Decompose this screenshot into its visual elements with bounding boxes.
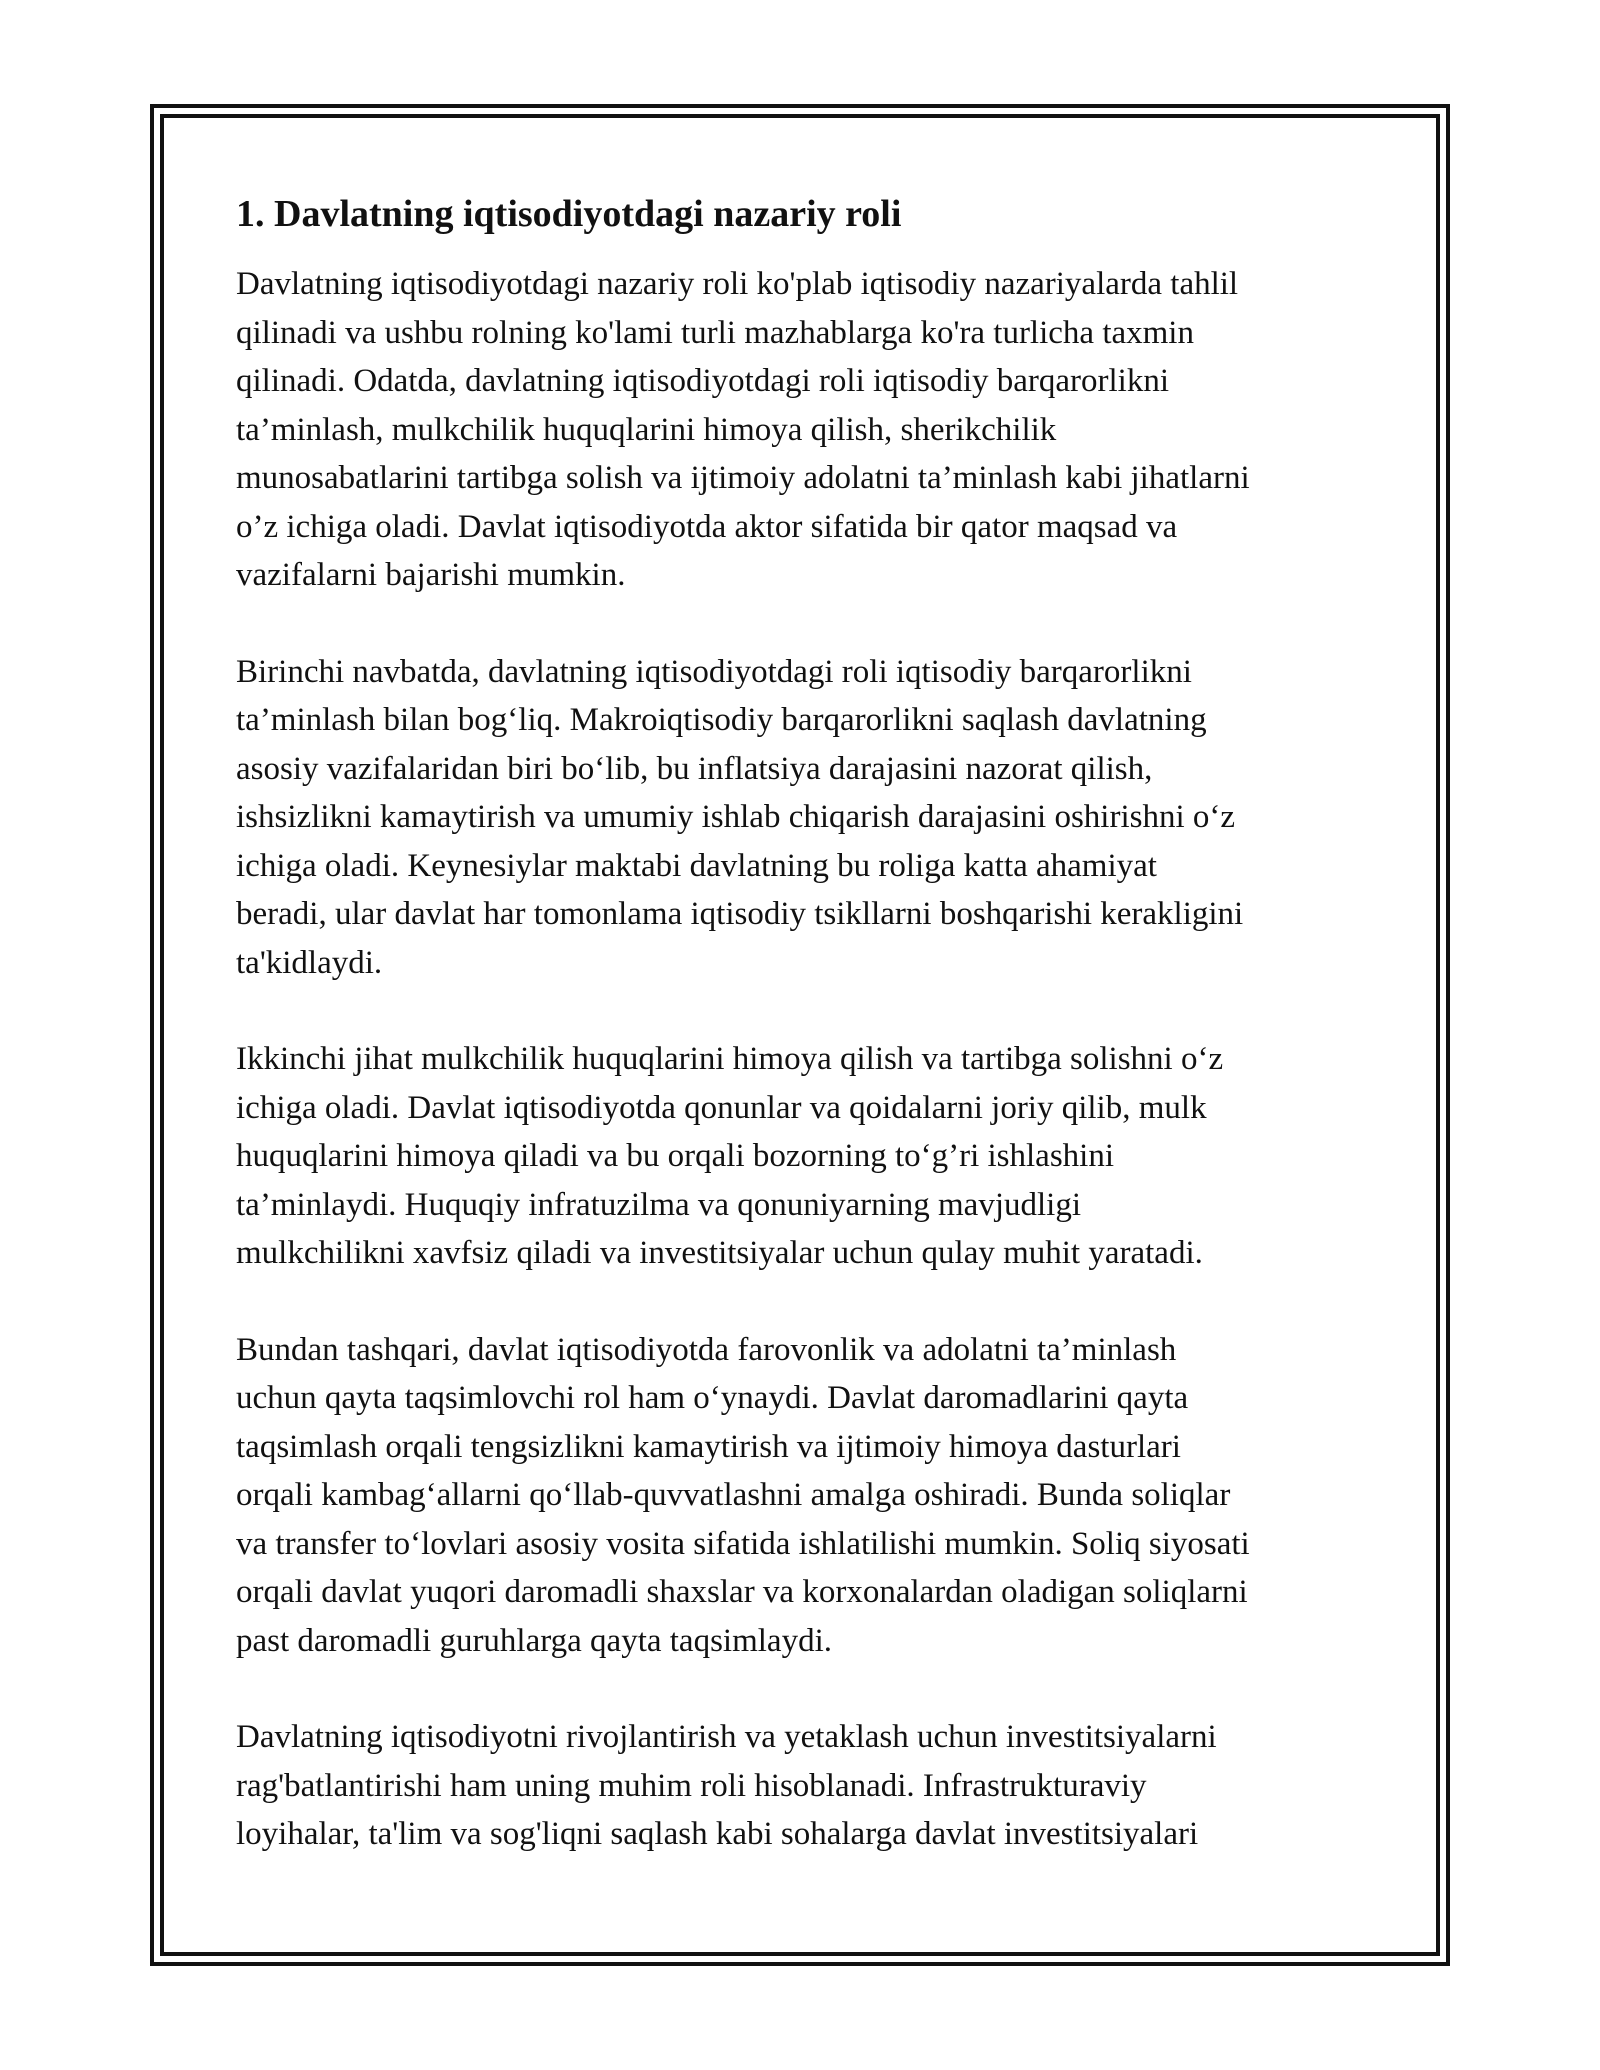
text-line: uchun qayta taqsimlovchi rol ham o‘ynaydi. Davlat daromadlarini qayta — [236, 1380, 1189, 1416]
text-line: Ikkinchi jihat mulkchilik huquqlarini himoya qilish va tartibga solishni o‘z — [236, 1041, 1224, 1077]
text-line: rag'batlantirishi ham uning muhim roli hisoblanadi. Infrastrukturaviy — [236, 1767, 1147, 1804]
text-line: munosabatlarini tartibga solish va ijtimoiy adolatni ta’minlash kabi jihatlarni — [236, 460, 1250, 496]
text-line: ta’minlaydi. Huquqiy infratuzilma va qonuniyarning mavjudligi — [236, 1186, 1081, 1223]
text-line: ta’minlash bilan bog‘liq. Makroiqtisodiy barqarorlikni saqlash davlatning — [236, 702, 1207, 738]
text-line: huquqlarini himoya qiladi va bu orqali bozorning to‘g’ri ishlashini — [236, 1138, 1115, 1174]
text-line: ishsizlikni kamaytirish va umumiy ishlab chiqarish darajasini oshirishni o‘z — [236, 799, 1236, 835]
section-heading: 1. Davlatning iqtisodiyotdagi nazariy roli — [236, 193, 902, 235]
paragraph-4 — [236, 1326, 1366, 1666]
text-line: ichiga oladi. Davlat iqtisodiyotda qonunlar va qoidalarni joriy qilib, mulk — [236, 1089, 1207, 1126]
text-line: Bundan tashqari, davlat iqtisodiyotda farovonlik va adolatni ta’minlash — [236, 1331, 1177, 1368]
text-line: asosiy vazifalaridan biri bo‘lib, bu inflatsiya darajasini nazorat qilish, — [236, 750, 1153, 787]
text-line: past daromadli guruhlarga qayta taqsimlaydi. — [236, 1622, 832, 1659]
text-line: taqsimlash orqali tengsizlikni kamaytirish va ijtimoiy himoya dasturlari — [236, 1428, 1181, 1465]
text-line: qilinadi va ushbu rolning ko'lami turli mazhablarga ko'ra turlicha taxmin — [236, 314, 1194, 351]
text-line: Birinchi navbatda, davlatning iqtisodiyotdagi roli iqtisodiy barqarorlikni — [236, 653, 1192, 690]
text-line: qilinadi. Odatda, davlatning iqtisodiyotdagi roli iqtisodiy barqarorlikni — [236, 363, 1170, 399]
paragraph-1 — [236, 260, 1366, 600]
paragraph-2 — [236, 648, 1366, 988]
text-line: Davlatning iqtisodiyotni rivojlantirish va yetaklash uchun investitsiyalarni — [236, 1719, 1217, 1755]
paragraph-5 — [236, 1713, 1366, 1859]
text-line: beradi, ular davlat har tomonlama iqtisodiy tsikllarni boshqarishi kerakligini — [236, 896, 1244, 932]
paragraph-3 — [236, 1035, 1366, 1278]
text-line: orqali davlat yuqori daromadli shaxslar va korxonalardan oladigan soliqlarni — [236, 1574, 1248, 1610]
text-line: va transfer to‘lovlari asosiy vosita sifatida ishlatilishi mumkin. Soliq siyosati — [236, 1525, 1250, 1562]
text-line: o’z ichiga oladi. Davlat iqtisodiyotda aktor sifatida bir qator maqsad va — [236, 508, 1178, 545]
text-line: ta'kidlaydi. — [236, 944, 383, 981]
text-line: mulkchilikni xavfsiz qiladi va investitsiyalar uchun qulay muhit yaratadi. — [236, 1235, 1203, 1271]
text-line: loyihalar, ta'lim va sog'liqni saqlash kabi sohalarga davlat investitsiyalari — [236, 1816, 1199, 1852]
document-content — [236, 186, 1366, 1907]
text-line: ichiga oladi. Keynesiylar maktabi davlatning bu roliga katta ahamiyat — [236, 847, 1157, 884]
text-line: orqali kambag‘allarni qo‘llab-quvvatlashni amalga oshiradi. Bunda soliqlar — [236, 1477, 1231, 1513]
text-line: Davlatning iqtisodiyotdagi nazariy roli ko'plab iqtisodiy nazariyalarda tahlil — [236, 266, 1239, 302]
text-line: ta’minlash, mulkchilik huquqlarini himoya qilish, sherikchilik — [236, 411, 1057, 448]
text-line: vazifalarni bajarishi mumkin. — [236, 557, 626, 593]
